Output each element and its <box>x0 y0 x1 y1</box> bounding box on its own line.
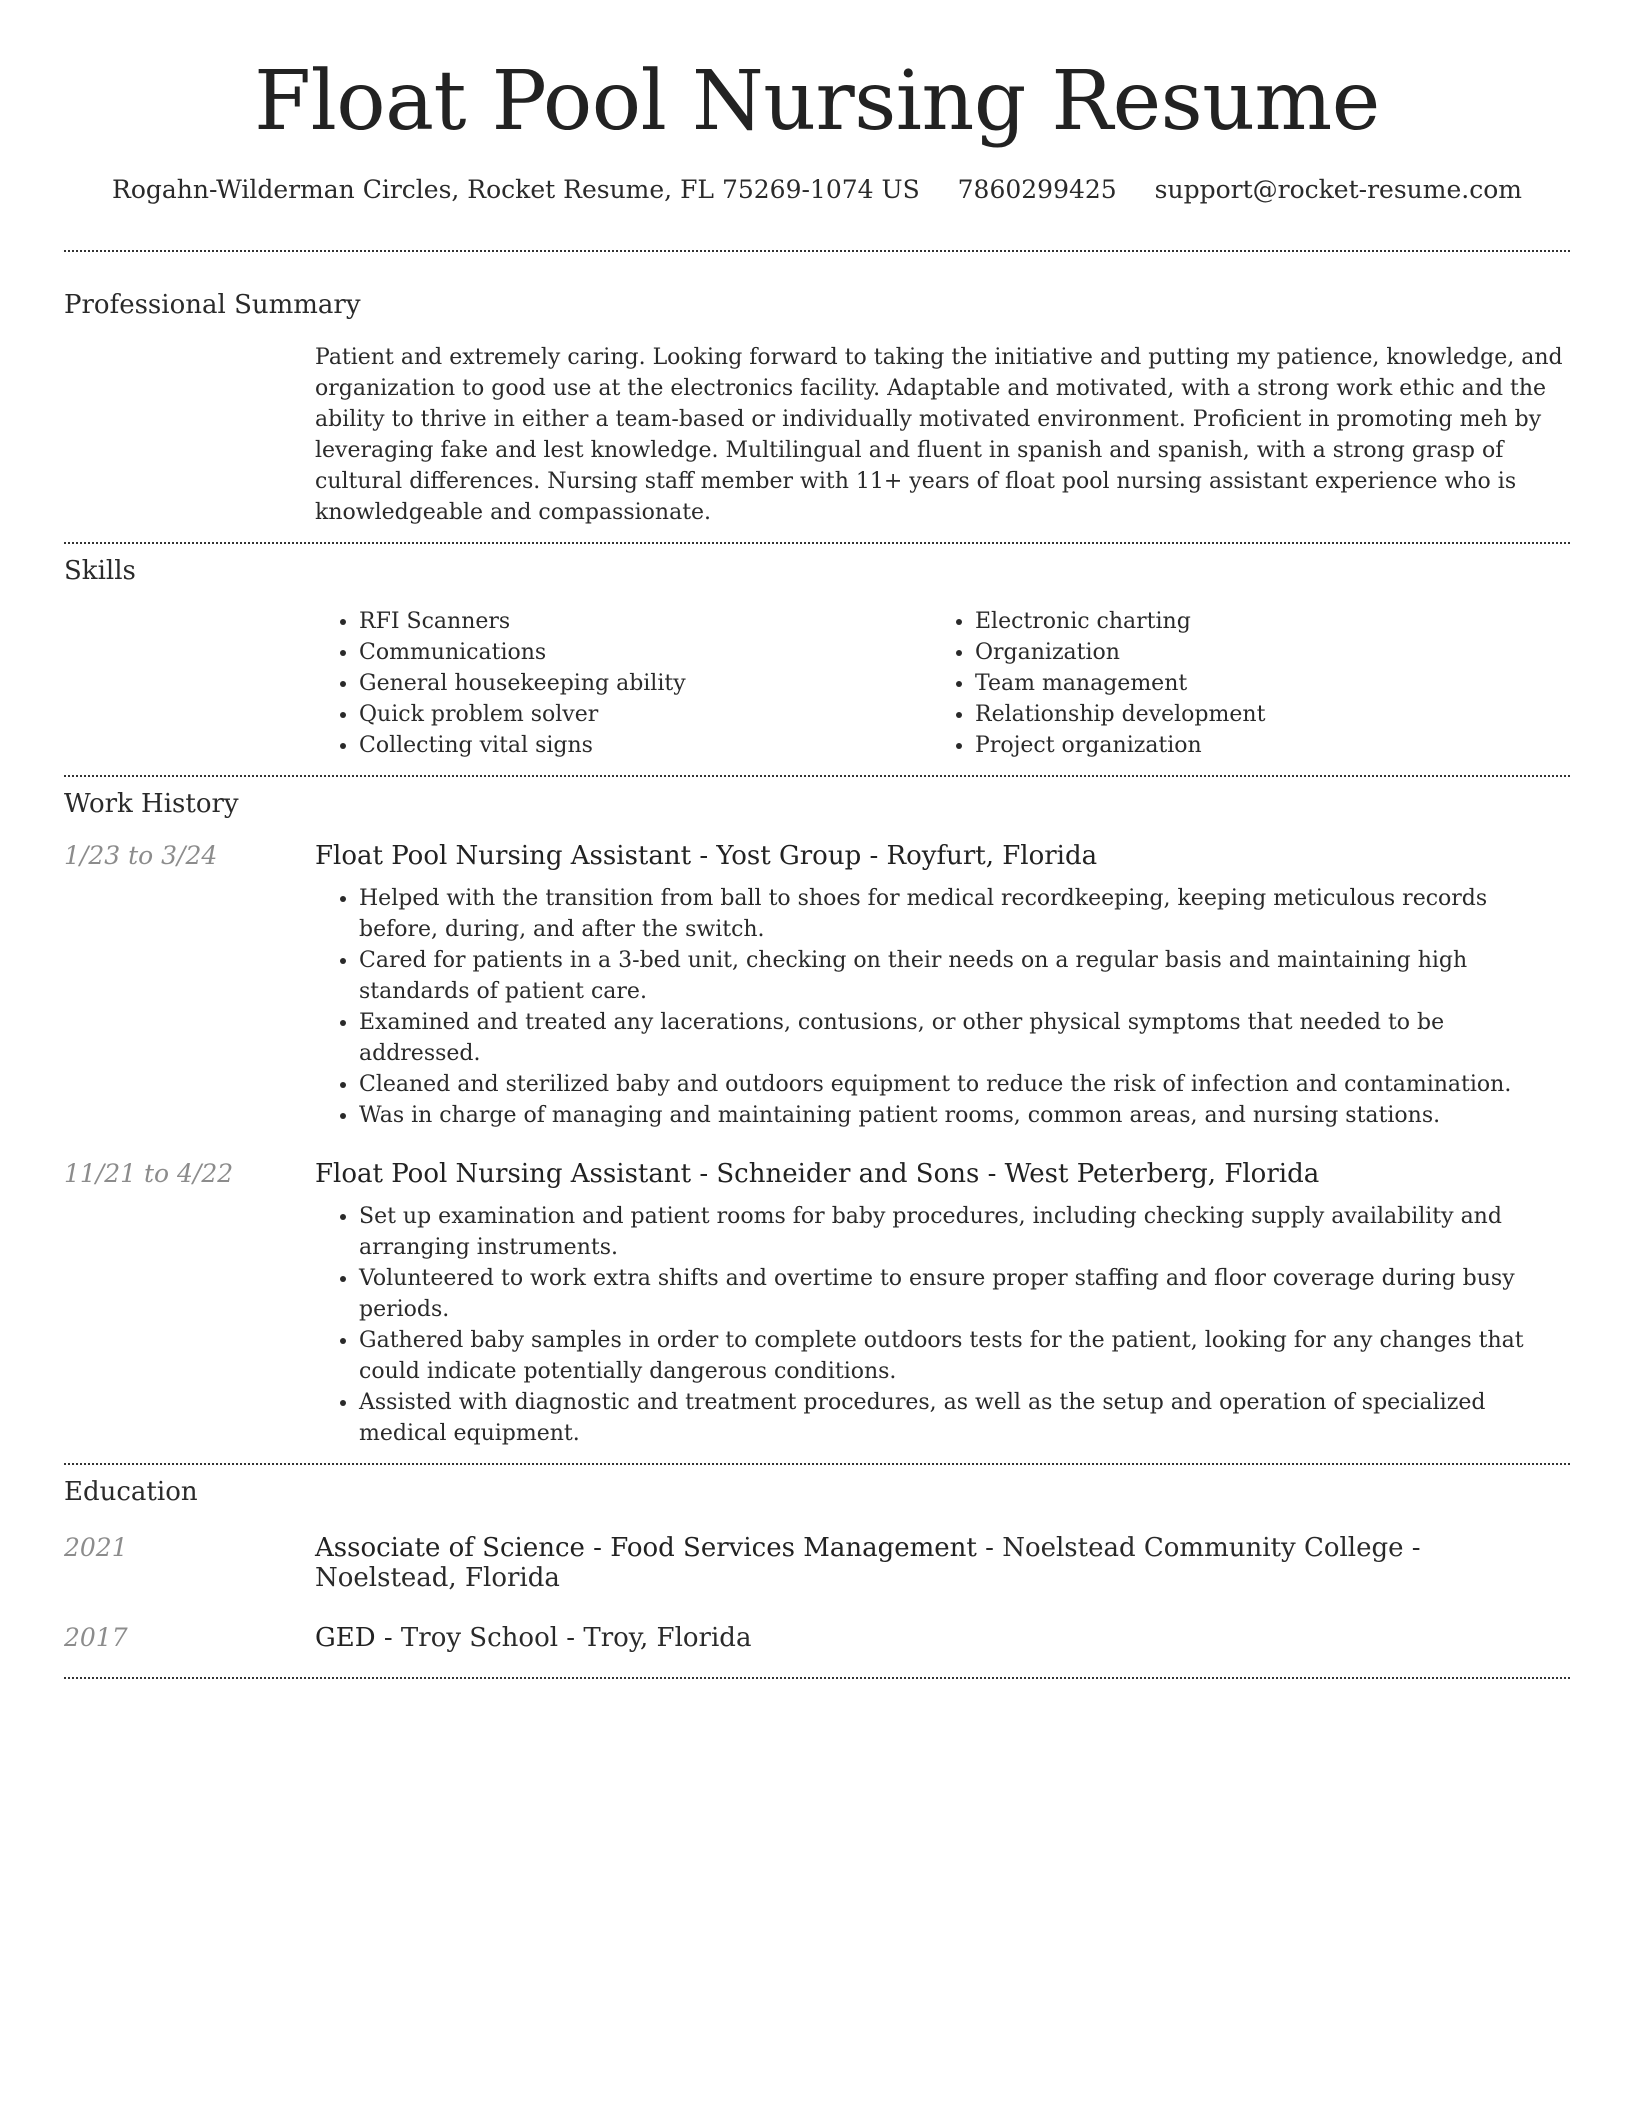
skill-item: • Project organization <box>975 730 1547 761</box>
education-year: 2017 <box>64 1623 128 1652</box>
contact-email: support@rocket-resume.com <box>1154 175 1522 204</box>
divider <box>64 1677 1570 1679</box>
job-bullet: • Set up examination and patient rooms for baby procedures, including checking supply availability and arranging instruments. <box>359 1201 1570 1263</box>
contact-address: Rogahn-Wilderman Circles, Rocket Resume, FL 75269-1074 US <box>112 175 920 204</box>
section-title-skills: Skills <box>64 556 136 586</box>
education-entry <box>64 1623 1570 1653</box>
job-bullet: • Assisted with diagnostic and treatment procedures, as well as the setup and operation of specialized medical equipment. <box>359 1387 1570 1449</box>
section-title-education: Education <box>64 1477 198 1507</box>
skill-item: • Relationship development <box>975 699 1547 730</box>
skills-section <box>64 544 1570 761</box>
resume-title: Float Pool Nursing Resume <box>254 54 1380 149</box>
job-bullet: • Cleaned and sterilized baby and outdoors equipment to reduce the risk of infection and contamination. <box>359 1069 1570 1100</box>
work-section <box>64 777 1570 1449</box>
education-school: - Troy School - Troy, Florida <box>375 1623 752 1653</box>
education-section <box>64 1465 1570 1653</box>
job-bullet: • Cared for patients in a 3-bed unit, checking on their needs on a regular basis and maintaining high standards of patient care. <box>359 945 1570 1007</box>
job-bullet: • Examined and treated any lacerations, contusions, or other physical symptoms that needed to be addressed. <box>359 1007 1570 1069</box>
skill-item: • Communications <box>359 637 931 668</box>
skill-item: • Quick problem solver <box>359 699 931 730</box>
contact-phone: 7860299425 <box>957 175 1117 204</box>
job-bullets <box>315 883 1570 1131</box>
skills-list-right <box>931 606 1547 761</box>
resume-page <box>64 0 1570 1679</box>
section-title-summary: Professional Summary <box>64 290 361 320</box>
skill-item: • RFI Scanners <box>359 606 931 637</box>
skills-list-left <box>315 606 931 761</box>
skill-item: • Electronic charting <box>975 606 1547 637</box>
education-degree: GED <box>315 1623 376 1653</box>
job-bullet: • Gathered baby samples in order to complete outdoors tests for the patient, looking for any changes that could indicate potentially dangerous conditions. <box>359 1325 1570 1387</box>
contact-line <box>64 170 1570 210</box>
job-entry <box>64 1159 1570 1449</box>
skill-item: • Organization <box>975 637 1547 668</box>
job-title: Float Pool Nursing Assistant - Yost Group - Royfurt, Florida <box>315 841 1098 871</box>
education-degree: Associate of Science - Food Services Management <box>315 1533 977 1563</box>
job-title: Float Pool Nursing Assistant - Schneider and Sons - West Peterberg, Florida <box>315 1159 1320 1189</box>
education-year: 2021 <box>64 1533 128 1562</box>
skill-item: • Collecting vital signs <box>359 730 931 761</box>
summary-section <box>64 252 1570 528</box>
section-title-work: Work History <box>64 789 239 819</box>
job-bullet: • Volunteered to work extra shifts and overtime to ensure proper staffing and floor coverage during busy periods. <box>359 1263 1570 1325</box>
education-school: - Noelstead Community College - Noelstead, Florida <box>315 1533 1421 1593</box>
job-bullet: • Was in charge of managing and maintaining patient rooms, common areas, and nursing stations. <box>359 1100 1570 1131</box>
skill-item: • General housekeeping ability <box>359 668 931 699</box>
job-dates: 1/23 to 3/24 <box>64 841 218 870</box>
job-entry <box>64 841 1570 1131</box>
skill-item: • Team management <box>975 668 1547 699</box>
education-entry <box>64 1533 1570 1593</box>
job-dates: 11/21 to 4/22 <box>64 1159 234 1188</box>
job-bullet: • Helped with the transition from ball to shoes for medical recordkeeping, keeping meticulous records before, during, and after the switch. <box>359 883 1570 945</box>
summary-text: Patient and extremely caring. Looking forward to taking the initiative and putting my patience, knowledge, and organization to good use at the electronics facility. Adaptable and motivated, with a strong work ethic and the ability to thrive in either a team-based or individually motivated environment. Proficient in promoting meh by leveraging fake and lest knowledge. Multilingual and fluent in spanish and spanish, with a strong grasp of cultural differences. Nursing staff member with 11+ years of float pool nursing assistant experience who is knowledgeable and compassionate. <box>315 345 1563 525</box>
job-bullets <box>315 1201 1570 1449</box>
